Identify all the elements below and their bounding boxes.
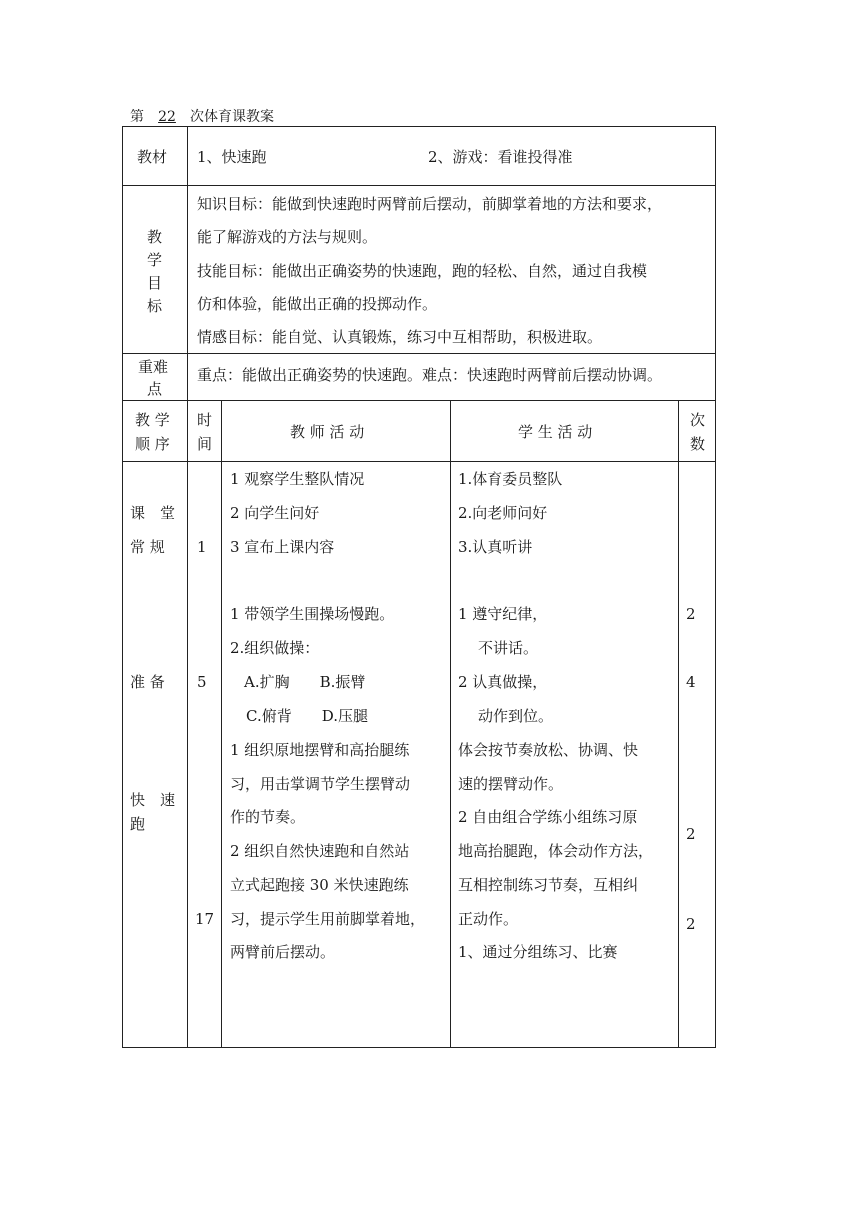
objectives-label-char: 标 (147, 297, 163, 315)
sprint-order-line1: 快 速 (130, 791, 176, 809)
knowledge-objective-line2: 能了解游戏的方法与规则。 (197, 228, 378, 246)
student-activity-line: 互相控制练习节奏，互相纠 (458, 876, 639, 894)
teacher-activity-line: 2 组织自然快速跑和自然站 (230, 842, 410, 860)
teacher-activity-line: C.俯背 D.压腿 (246, 707, 368, 725)
teacher-activity-line: 2 向学生问好 (230, 504, 320, 522)
teacher-activity-line: 1 组织原地摆臂和高抬腿练 (230, 741, 410, 759)
student-activity-line: 正动作。 (458, 910, 519, 928)
key-points-text: 重点：能做出正确姿势的快速跑。难点：快速跑时两臂前后摆动协调。 (197, 366, 663, 384)
knowledge-objective-line1: 知识目标：能做到快速跑时两臂前后摆动，前脚掌着地的方法和要求， (197, 195, 663, 213)
objectives-label-char: 目 (147, 274, 163, 292)
student-activity-line: 动作到位。 (478, 707, 554, 725)
routine-time: 1 (197, 538, 207, 556)
warmup-count: 2 (686, 605, 696, 623)
teacher-activity-line: 1 观察学生整队情况 (230, 470, 365, 488)
header-teacher-activity: 教 师 活 动 (290, 423, 365, 441)
teacher-activity-line: 2.组织做操： (230, 639, 320, 657)
content-item-2: 2、游戏：看谁投得准 (428, 148, 573, 166)
student-activity-line: 3.认真听讲 (458, 538, 533, 556)
student-activity-line: 2 自由组合学练小组练习原 (458, 808, 638, 826)
sprint-count: 2 (686, 825, 696, 843)
key-points-label-line2: 点 (147, 380, 163, 398)
content-item-1: 1、快速跑 (197, 148, 267, 166)
key-points-label-line1: 重难 (138, 358, 169, 376)
skill-objective-line2: 仿和体验，能做出正确的投掷动作。 (197, 295, 438, 313)
emotion-objective: 情感目标：能自觉、认真锻炼，练习中互相帮助，积极进取。 (197, 328, 603, 346)
header-order-line1: 教 学 (135, 411, 170, 429)
student-activity-line: 1、通过分组练习、比赛 (458, 943, 618, 961)
student-activity-line: 1 遵守纪律， (458, 605, 548, 623)
header-time-line1: 时 (197, 411, 213, 429)
warmup-count: 4 (686, 673, 696, 691)
teacher-activity-line: 两臂前后摆动。 (230, 943, 336, 961)
objectives-label-char: 教 (147, 228, 163, 246)
student-activity-line: 不讲话。 (478, 639, 539, 657)
student-activity-line: 2 认真做操， (458, 673, 548, 691)
sprint-time: 17 (195, 910, 215, 928)
teacher-activity-line: 立式起跑接 30 米快速跑练 (230, 876, 409, 894)
routine-order-line1: 课 堂 (130, 504, 176, 522)
routine-order-line2: 常 规 (130, 538, 165, 556)
sprint-count: 2 (686, 915, 696, 933)
header-count-line2: 数 (690, 435, 706, 453)
teacher-activity-line: 习，提示学生用前脚掌着地， (230, 910, 426, 928)
content-label: 教材 (137, 148, 168, 166)
warmup-time: 5 (197, 673, 207, 691)
student-activity-line: 体会按节奏放松、协调、快 (458, 741, 639, 759)
header-count-line1: 次 (690, 411, 706, 429)
title-prefix: 第 (130, 109, 144, 125)
student-activity-line: 速的摆臂动作。 (458, 775, 564, 793)
skill-objective-line1: 技能目标：能做出正确姿势的快速跑，跑的轻松、自然，通过自我模 (197, 262, 648, 280)
lesson-plan-title (130, 106, 274, 126)
student-activity-line: 2.向老师问好 (458, 504, 548, 522)
warmup-order: 准 备 (130, 673, 165, 691)
objectives-label-char: 学 (147, 251, 163, 269)
student-activity-line: 地高抬腿跑，体会动作方法， (458, 842, 654, 860)
header-student-activity: 学 生 活 动 (518, 423, 593, 441)
teacher-activity-line: A.扩胸 B.振臂 (244, 673, 366, 691)
teacher-activity-line: 3 宣布上课内容 (230, 538, 335, 556)
teacher-activity-line: 习，用击掌调节学生摆臂动 (230, 775, 411, 793)
teacher-activity-line: 作的节奏。 (230, 808, 306, 826)
teacher-activity-line: 1 带领学生围操场慢跑。 (230, 605, 395, 623)
lesson-number: 22 (158, 109, 176, 125)
sprint-order-line2: 跑 (130, 815, 146, 833)
title-suffix: 次体育课教案 (190, 109, 274, 125)
header-order-line2: 顺 序 (135, 435, 170, 453)
student-activity-line: 1.体育委员整队 (458, 470, 563, 488)
header-time-line2: 间 (197, 435, 213, 453)
